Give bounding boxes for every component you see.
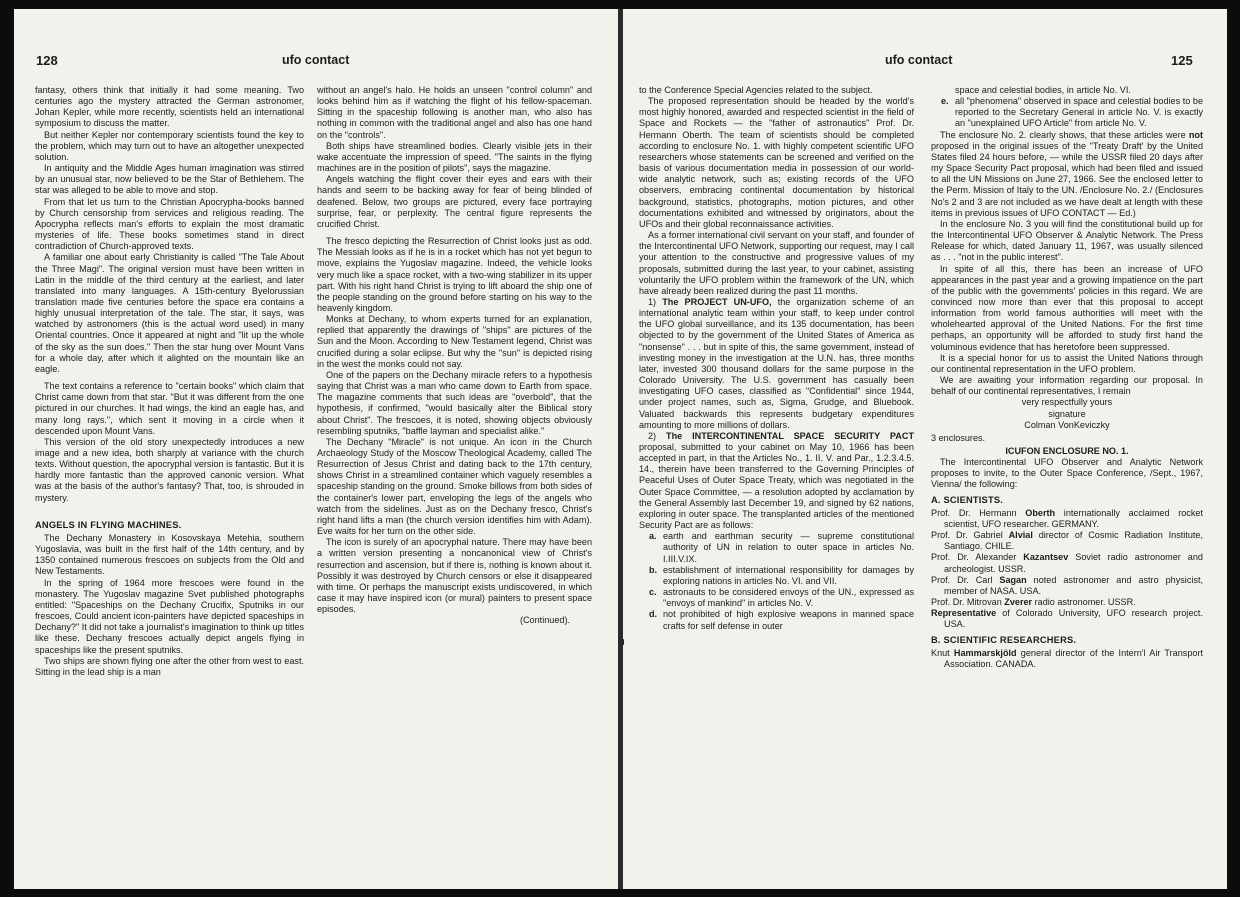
list-text: not prohibited of high explosive weapons in manned space crafts for self defense in outer	[663, 609, 914, 631]
text-run: internationally acclaimed rocket scientist, UFO researcher. GERMANY.	[944, 507, 1203, 529]
list-item	[931, 575, 1203, 597]
section-heading: A. SCIENTISTS.	[931, 494, 1004, 505]
list-letter: b.	[649, 564, 658, 575]
signoff-name: Colman VonKeviczky	[1024, 419, 1110, 430]
list-item	[639, 609, 914, 631]
list-text: all "phenomena" observed in space and celestial bodies to be reported to the Secretary General in article No. V. is exactly an "unexplained UFO Article" from article No. V.	[955, 96, 1203, 129]
left-page	[14, 9, 618, 889]
paragraph: Two ships are shown flying one after the other from west to east. Sitting in the lead ship is a man	[35, 655, 304, 677]
list-text: earth and earthman security — supreme constitutional authority of UN in relation to outer space in articles No. I.III.V.IX.	[663, 531, 914, 564]
person-name: Representative	[931, 608, 997, 619]
paragraph: The Intercontinental UFO Observer and Analytic Network proposes to invite, to the Outer Space Conference, /Sept., 1967, Vienna/ the following:	[931, 457, 1203, 490]
text-run: The enclosure No. 2. clearly shows, that these articles were	[940, 129, 1189, 140]
section-heading: B. SCIENTIFIC RESEARCHERS.	[931, 634, 1077, 645]
paragraph: As a former international civil servant on your staff, and founder of the Intercontinental UFO Network, supporting our request, may I call your attention to the constructive and progressive values of my proposals, submitted during the last year, to your cabinet, assisting voluntarily the UFO problem within the framework of the UN, which have already been realized during the past 11 months.	[639, 230, 914, 296]
paragraph	[931, 130, 1203, 219]
paragraph: without an angel's halo. He holds an unseen "control column" and looks behind him as if watching the flight of his fellow-spaceman. Sitting in the spaceship following is another man, who also has nothing in common with the traditional angel and also has one hand on the "controls".	[317, 85, 592, 140]
item-title: The INTERCONTINENTAL SPACE SECURITY PACT	[666, 430, 914, 441]
list-item	[931, 96, 1203, 129]
page-number: 125	[1171, 53, 1193, 68]
list-letter: e.	[941, 96, 949, 107]
person-name: Hammarskjöld	[953, 647, 1017, 658]
paragraph: In the spring of 1964 more frescoes were found in the monastery. The Yugoslav magazine Svet published photographs entitled: "Spaceships on the Dechany Crucifix, Sputniks in our frescoes, Could ancient icon-painters have depicted spaceships in Dechany?" It did not take a journalist's imagination to think up titles like these. Dechany frescoes actually depict angels flying in spaceships like the present sputniks.	[35, 577, 304, 655]
item-number: 1)	[648, 296, 657, 307]
list-item	[931, 648, 1203, 670]
paragraph: The proposed representation should be headed by the world's most highly honored, awarded and respected scientist in the field of Space and Rockets — the "father of astronautics" Prof. Dr. Hermann Oberth. The team of scientists should be completed according to enclosure No. 1. with highly competent scientific UFO researchers whose statements can be screened and verified on the basis of various documentation media in possession of our world-wide analytic network, such as; existing records of the UFO observers, embracing continental documentation by historical background, statistics, photographs, motion pictures, and other documentations exhibited and witnessed by originators, about the UFOs and their global reconnaissance activities.	[639, 96, 914, 229]
text-run: Prof. Dr. Hermann	[931, 507, 1026, 518]
text-run: Prof. Dr. Alexander	[931, 552, 1024, 563]
continued-note: (Continued).	[519, 615, 570, 626]
paragraph: This version of the old story unexpectedly introduces a new image and a new idea, both sharply at variance with the church texts. Without question, the apocryphal version is fantastic. But it is hardly more fantastic than the approved canonic version. What was at the basis of the author's fantasy? That, too, is shrouded in mystery.	[35, 436, 304, 503]
text-run: of Colorado University, UFO research project. USA.	[944, 608, 1203, 630]
list-letter: a.	[649, 531, 657, 542]
list-text: establishment of international responsibility for damages by exploring nations in articles No. VI. and VII.	[663, 564, 914, 586]
paragraph: to the Conference Special Agencies related to the subject.	[639, 85, 873, 95]
person-name: Oberth	[1025, 507, 1056, 518]
paragraph: Both ships have streamlined bodies. Clearly visible jets in their wake accentuate the impression of speed. "The saints in the flying machines are in the position of pilots", says the magazine.	[317, 140, 592, 174]
paragraph: The text contains a reference to "certain books" which claim that Christ came down from that star. "But it was different from the one pictured in our churches. It had wings, the kind an eagle has, and many long rays.", which sent it moving in a circle when it descended upon Mount Vans.	[35, 381, 304, 436]
signoff-line: signature	[1048, 408, 1086, 419]
list-item	[931, 508, 1203, 530]
list-item	[931, 608, 1203, 630]
paragraph: The Dechany "Miracle" is not unique. An icon in the Church Archaeology Study of the Moscow Theological Academy, called The Resurrection of Jesus Christ and dating back to the 17th century, shows Christ in a streamlined container which vaguely resembles a spaceship standing on the ground. Smoke billows from both sides of the container's lower part, enveloping the legs of the angels who watch from the sidelines. Just as on the Dechany fresco, Christ's right hand lifts a man (the church version identifies him with Adam). Eve waits for her turn on the other side.	[317, 436, 592, 537]
item-number: 2)	[648, 430, 657, 441]
text-run: noted astronomer and astro physicist, member of NASA. USA.	[944, 574, 1203, 596]
item-text: proposal, submitted to your cabinet on May 10, 1966 has been accepted in part, in that the Articles No., 1. II. V. and Par., 1.2.3.4.5. 14., therein have been transferred to the Governing Principles of Peaceful Uses of Outer Space Treaty, which was negotiated in the Outer Space Committee, — a resolution adopted by acclamation by the General Assembly last December 19, and signed by 62 nations, exploring in outer space. The transplanted articles of the mentioned Security Pact are as follows:	[639, 442, 914, 531]
person-name: Kazantsev	[1023, 552, 1069, 563]
person-name: Alvial	[1008, 530, 1033, 541]
list-item	[931, 530, 1203, 552]
list-item	[639, 531, 914, 564]
right-page	[623, 9, 1227, 889]
paragraph: Angels watching the flight cover their eyes and ears with their hands and seem to be backing away for fear of being blinded of deafened. Below, two groups are pictured, every face portraying surprise, fear, or perplexity. The central figure represents the crucified Christ.	[317, 174, 592, 229]
signoff-line: very respectfully yours	[1021, 397, 1113, 408]
emphasis: not	[1188, 129, 1203, 140]
paragraph: The fresco depicting the Resurrection of Christ looks just as odd. The Messiah looks as if he is in a rocket which has not yet begun to move, explains the Yugoslav magazine. Indeed, the vehicle looks very much like a space rocket, with a two-wing stabilizer in its upper part. With his right hand Christ is trying to lift aboard the ship one of the people standing on the ground before starting on his way to the heavenly kingdom.	[317, 236, 592, 313]
paragraph: Monks at Dechany, to whom experts turned for an explanation, replied that apparently the drawings of "ships" are pictures of the Sun and the Moon. According to New Testament legend, Christ was crucified during a solar eclipse. But why the "sun" is depicted rising in the west the monks could not say.	[317, 314, 592, 369]
numbered-item	[639, 297, 914, 431]
paragraph: One of the papers on the Dechany miracle refers to a hypothesis saying that Christ was a man who came down to Earth from space. The magazine comments that such ideas are "overbold", that the hypothesis, if confirmed, "would basically alter the Biblical story about Christ". The frescoes, it is noted, showing objects obviously resembling sputniks, "baffle layman and specialist alike."	[317, 369, 592, 436]
paragraph: We are awaiting your information regarding our proposal. In behalf of our continental representatives, I remain	[931, 375, 1203, 397]
paragraph: In antiquity and the Middle Ages human imagination was stirred by an unusual star, now believed to be the Star of Bethlehem. The star was alleged to be able to move and stop.	[35, 163, 304, 196]
column-right-1	[639, 85, 914, 632]
item-title: The PROJECT UN-UFO,	[662, 296, 772, 307]
running-header: ufo contact	[282, 53, 350, 67]
column-left-1	[35, 85, 304, 678]
paragraph: But neither Kepler nor contemporary scientists found the key to the problem, which may turn out to have an altogether unexpected solution.	[35, 129, 304, 162]
enclosure-title: ICUFON ENCLOSURE NO. 1.	[1005, 446, 1129, 456]
paragraph: From that let us turn to the Christian Apocrypha-books banned by Church censorship from services and religious reading. The Apocrypha reflects man's efforts to explain the most dramatic mysteries of life. These books sometimes stand in direct contradiction of Church-approved texts.	[35, 196, 304, 252]
text-run: proposed in the original issues of the "Treaty Draft' by the United States filed 24 hours before, — while the USSR filed 20 days after my Space Security Pact proposal, which had been filed and issued to all the UN Missions on June 27, 1966. See the enclosed letter to the Perm. Mission of Italy to the UN. /Enclosure No. 2./ (Enclosures No's 2 and 3 are not included as we have dealt at length with these items in previous issues of UFO CONTACT — Ed.)	[931, 140, 1203, 218]
paragraph: A familiar one about early Christianity is called "The Tale About the Three Magi". The original version must have been written in Latin in the middle of the third century at the earliest, and later translated into many languages. A 15th-century Byelorussian translation made five centuries before the space era contains a highly unusual interpretation of the tale. The star, it says, was watched by astronomers (this is the actual word used) in many Oriental countries. Once it appeared at night and "lit up the whole of the sky as the sun does." Then the star hung over Mount Vans for a whole day, after which it alighted on the mountain like an eagle.	[35, 252, 304, 374]
list-continuation: space and celestial bodies, in article No. VI.	[955, 85, 1131, 95]
text-run: Prof. Dr. Mitrovan	[931, 597, 1005, 608]
section-heading: ANGELS IN FLYING MACHINES.	[35, 519, 182, 530]
list-text: astronauts to be considered envoys of the UN., expressed as "envoys of mankind" in articles No. V.	[663, 587, 914, 609]
text-run: general director of the Intern'l Air Transport Association. CANADA.	[944, 647, 1203, 669]
text-run: Soviet radio astronomer and archeologist. USSR.	[944, 552, 1203, 574]
column-right-2	[931, 85, 1203, 670]
paragraph: The Dechany Monastery in Kosovskaya Metehia, southern Yugoslavia, was built in the first half of the 14th century, and by 1350 contained numerous frescoes on subjects from the Old and New Testaments.	[35, 532, 304, 577]
text-run: radio astronomer. USSR.	[1032, 597, 1136, 608]
enclosures-note: 3 enclosures.	[931, 432, 986, 443]
list-letter: d.	[649, 609, 658, 620]
text-run: Prof. Dr. Carl	[931, 574, 1000, 585]
list-item	[639, 565, 914, 587]
text-run: Knut	[931, 647, 954, 658]
text-run: director of Cosmic Radiation Institute, Santiago. CHILE.	[944, 530, 1203, 552]
margin-mark	[623, 639, 624, 645]
page-number: 128	[36, 53, 58, 68]
person-name: Zverer	[1004, 597, 1033, 608]
column-left-2	[317, 85, 592, 627]
paragraph: The icon is surely of an apocryphal nature. There may have been a written version presenting a noncanonical view of Christ's resurrection and ascension, but if there is, nothing is known about it. Possibly it was destroyed by Church censors or else it disappeared with time. Or perhaps the manuscript exists undiscovered, in which case it may have inspired icon (or mural) painters to present space episodes.	[317, 537, 592, 615]
list-item	[931, 597, 1203, 608]
item-text: the organization scheme of an international analytic team within your staff, to keep under control the UFO global surveillance, and its 135 documentation, has been objected to by the government of the United States of America as "nonsense" . . . but in spite of this, the same government, instead of investing money in the investigation at the U.N. has, three months later, invested 300 thousand dollars for the same purpose in the Colorado University. The U.S. government has casually been investigating UFO cases, classified as "Confidential" since 1944, under project names, such as, Sigma, Grudge, and Bluebook. Valuated backwards this represents budgetary expenditures amounting to more millions of dollars.	[639, 296, 914, 430]
person-name: Sagan	[999, 574, 1027, 585]
paragraph: In spite of all this, there has been an increase of UFO appearances in the past year and a growing impatience on the part of the public with the governments' policies in this regard. We are convinced now more than ever that this proposal to accept information from world famous authorities will meet with the wholehearted approval of the United Nations. For the first time perhaps, an opportunity will be afforded to study first hand the voluminous evidence that has heretofore been suppressed.	[931, 263, 1203, 352]
paragraph: In the enclosure No. 3 you will find the constitutional build up for the Intercontinental UFO Observer & Analytic Network. The Press Release for which, dated January 11, 1967, was usually silenced as . . . "not in the public interest".	[931, 218, 1203, 263]
paragraph: fantasy, others think that initially it had some meaning. Two centuries ago the mystery attracted the German astronomer, Johan Kepler, while more recently, scientists held an international symposium to discuss the matter.	[35, 85, 304, 129]
paragraph: It is a special honor for us to assist the United Nations through our continental representation in the UFO problem.	[931, 352, 1203, 374]
list-item	[639, 587, 914, 609]
list-item	[931, 552, 1203, 574]
numbered-item	[639, 431, 914, 531]
running-header: ufo contact	[885, 53, 953, 67]
text-run: Prof. Dr. Gabriel	[931, 530, 1009, 541]
list-letter: c.	[649, 587, 657, 598]
